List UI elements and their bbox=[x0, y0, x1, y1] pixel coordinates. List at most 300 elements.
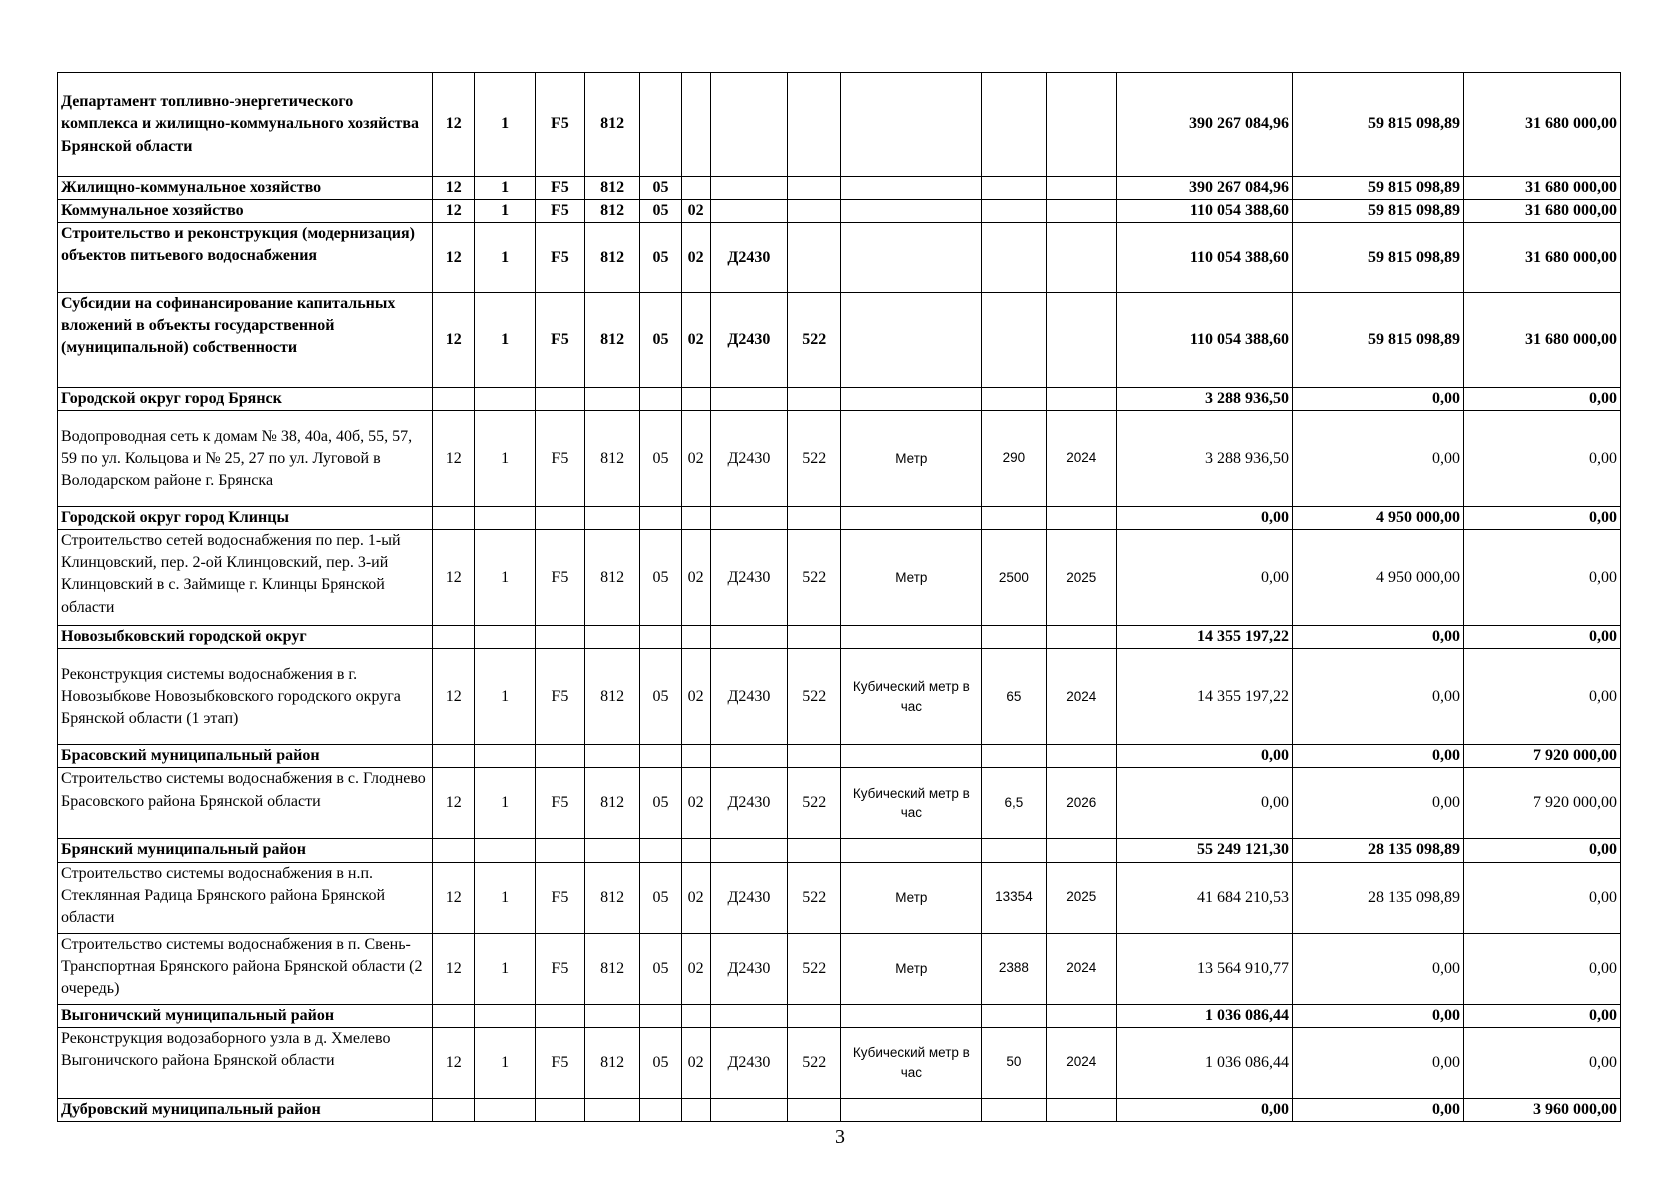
cell-v2: 0,00 bbox=[1293, 411, 1464, 507]
table-row bbox=[58, 177, 1621, 200]
cell-c4 bbox=[585, 839, 640, 862]
cell-year bbox=[1046, 745, 1116, 768]
row-name: Брянский муниципальный район bbox=[58, 839, 433, 862]
row-name: Департамент топливно-энергетического комплекса и жилищно-коммунального хозяйства Брянской области bbox=[58, 73, 433, 177]
cell-c3: F5 bbox=[535, 530, 584, 626]
cell-c6 bbox=[681, 388, 710, 411]
cell-v3: 0,00 bbox=[1463, 507, 1620, 530]
row-name: Жилищно-коммунальное хозяйство bbox=[58, 177, 433, 200]
cell-unit bbox=[841, 177, 982, 200]
cell-v3: 31 680 000,00 bbox=[1463, 177, 1620, 200]
cell-c8 bbox=[788, 177, 841, 200]
cell-year bbox=[1046, 1098, 1116, 1121]
cell-unit bbox=[841, 745, 982, 768]
cell-c8 bbox=[788, 388, 841, 411]
cell-c2 bbox=[475, 626, 535, 649]
row-name: Коммунальное хозяйство bbox=[58, 200, 433, 223]
cell-c6 bbox=[681, 839, 710, 862]
cell-v1: 3 288 936,50 bbox=[1117, 411, 1293, 507]
cell-c2 bbox=[475, 507, 535, 530]
cell-qty: 50 bbox=[982, 1027, 1046, 1098]
cell-v1: 0,00 bbox=[1117, 745, 1293, 768]
cell-unit bbox=[841, 388, 982, 411]
cell-c7 bbox=[710, 1098, 787, 1121]
cell-c6: 02 bbox=[681, 862, 710, 933]
row-name: Субсидии на софинансирование капитальных вложений в объекты государственной (муниципальной) собственности bbox=[58, 293, 433, 388]
cell-c3: F5 bbox=[535, 933, 584, 1004]
cell-v2: 0,00 bbox=[1293, 626, 1464, 649]
row-name: Строительство системы водоснабжения в с. Глоднево Брасовского района Брянской области bbox=[58, 768, 433, 839]
cell-c2: 1 bbox=[475, 530, 535, 626]
cell-c8 bbox=[788, 626, 841, 649]
cell-c1: 12 bbox=[433, 73, 475, 177]
cell-v3: 31 680 000,00 bbox=[1463, 293, 1620, 388]
table-row bbox=[58, 73, 1621, 177]
cell-c7: Д2430 bbox=[710, 862, 787, 933]
cell-v2: 59 815 098,89 bbox=[1293, 200, 1464, 223]
cell-c4: 812 bbox=[585, 1027, 640, 1098]
cell-c4: 812 bbox=[585, 73, 640, 177]
table-row bbox=[58, 200, 1621, 223]
row-name: Строительство системы водоснабжения в п. Свень-Транспортная Брянского района Брянской области (2 очередь) bbox=[58, 933, 433, 1004]
cell-year: 2025 bbox=[1046, 862, 1116, 933]
cell-unit bbox=[841, 200, 982, 223]
row-name: Новозыбковский городской округ bbox=[58, 626, 433, 649]
cell-c6 bbox=[681, 626, 710, 649]
cell-v3: 0,00 bbox=[1463, 933, 1620, 1004]
cell-c3 bbox=[535, 1098, 584, 1121]
table-row bbox=[58, 293, 1621, 388]
cell-qty: 2388 bbox=[982, 933, 1046, 1004]
cell-v1: 41 684 210,53 bbox=[1117, 862, 1293, 933]
cell-year: 2024 bbox=[1046, 411, 1116, 507]
cell-v2: 0,00 bbox=[1293, 1098, 1464, 1121]
cell-year: 2024 bbox=[1046, 1027, 1116, 1098]
cell-c3: F5 bbox=[535, 73, 584, 177]
cell-year bbox=[1046, 839, 1116, 862]
cell-c6: 02 bbox=[681, 411, 710, 507]
cell-c7 bbox=[710, 839, 787, 862]
cell-v2: 0,00 bbox=[1293, 933, 1464, 1004]
cell-v3: 0,00 bbox=[1463, 1027, 1620, 1098]
cell-v2: 59 815 098,89 bbox=[1293, 177, 1464, 200]
cell-c4: 812 bbox=[585, 933, 640, 1004]
cell-v1: 0,00 bbox=[1117, 507, 1293, 530]
cell-c2: 1 bbox=[475, 177, 535, 200]
cell-v2: 4 950 000,00 bbox=[1293, 530, 1464, 626]
cell-unit: Метр bbox=[841, 933, 982, 1004]
cell-c1: 12 bbox=[433, 530, 475, 626]
cell-c4 bbox=[585, 745, 640, 768]
cell-year: 2024 bbox=[1046, 933, 1116, 1004]
cell-c3 bbox=[535, 1004, 584, 1027]
row-name: Городской округ город Брянск bbox=[58, 388, 433, 411]
table-row bbox=[58, 626, 1621, 649]
cell-v2: 59 815 098,89 bbox=[1293, 223, 1464, 293]
cell-qty: 65 bbox=[982, 649, 1046, 745]
table-row bbox=[58, 388, 1621, 411]
cell-v1: 0,00 bbox=[1117, 530, 1293, 626]
cell-c4 bbox=[585, 388, 640, 411]
cell-c7 bbox=[710, 200, 787, 223]
cell-c2: 1 bbox=[475, 223, 535, 293]
cell-c7 bbox=[710, 73, 787, 177]
cell-c5: 05 bbox=[640, 530, 681, 626]
cell-c6: 02 bbox=[681, 933, 710, 1004]
cell-c3: F5 bbox=[535, 293, 584, 388]
cell-c7: Д2430 bbox=[710, 933, 787, 1004]
cell-c8 bbox=[788, 1098, 841, 1121]
cell-v2: 59 815 098,89 bbox=[1293, 293, 1464, 388]
cell-c2: 1 bbox=[475, 73, 535, 177]
cell-c3: F5 bbox=[535, 768, 584, 839]
cell-c4: 812 bbox=[585, 768, 640, 839]
cell-c1 bbox=[433, 507, 475, 530]
cell-c4 bbox=[585, 507, 640, 530]
cell-c8 bbox=[788, 745, 841, 768]
cell-c5 bbox=[640, 839, 681, 862]
cell-c8 bbox=[788, 223, 841, 293]
cell-c5 bbox=[640, 626, 681, 649]
cell-v3: 0,00 bbox=[1463, 530, 1620, 626]
cell-v2: 59 815 098,89 bbox=[1293, 73, 1464, 177]
cell-c5: 05 bbox=[640, 768, 681, 839]
table-row bbox=[58, 768, 1621, 839]
cell-c2: 1 bbox=[475, 200, 535, 223]
table-body bbox=[58, 73, 1621, 1122]
cell-v3: 31 680 000,00 bbox=[1463, 200, 1620, 223]
cell-c1: 12 bbox=[433, 223, 475, 293]
cell-c7: Д2430 bbox=[710, 223, 787, 293]
cell-year: 2025 bbox=[1046, 530, 1116, 626]
cell-c2: 1 bbox=[475, 411, 535, 507]
cell-c6 bbox=[681, 1098, 710, 1121]
cell-v2: 0,00 bbox=[1293, 768, 1464, 839]
cell-c4 bbox=[585, 626, 640, 649]
cell-v3: 0,00 bbox=[1463, 839, 1620, 862]
table-row bbox=[58, 1027, 1621, 1098]
cell-c3: F5 bbox=[535, 200, 584, 223]
cell-c2 bbox=[475, 745, 535, 768]
cell-qty: 6,5 bbox=[982, 768, 1046, 839]
cell-qty bbox=[982, 388, 1046, 411]
cell-c8: 522 bbox=[788, 1027, 841, 1098]
cell-v3: 0,00 bbox=[1463, 388, 1620, 411]
cell-c7 bbox=[710, 745, 787, 768]
cell-qty bbox=[982, 839, 1046, 862]
cell-c2: 1 bbox=[475, 293, 535, 388]
cell-c5 bbox=[640, 507, 681, 530]
cell-c5: 05 bbox=[640, 411, 681, 507]
cell-c7: Д2430 bbox=[710, 768, 787, 839]
table-row bbox=[58, 1098, 1621, 1121]
cell-c5: 05 bbox=[640, 293, 681, 388]
row-name: Дубровский муниципальный район bbox=[58, 1098, 433, 1121]
cell-year: 2026 bbox=[1046, 768, 1116, 839]
cell-v1: 13 564 910,77 bbox=[1117, 933, 1293, 1004]
cell-unit bbox=[841, 626, 982, 649]
cell-v3: 0,00 bbox=[1463, 649, 1620, 745]
cell-c5 bbox=[640, 1004, 681, 1027]
cell-unit: Кубический метр в час bbox=[841, 1027, 982, 1098]
cell-c8 bbox=[788, 839, 841, 862]
cell-c5: 05 bbox=[640, 223, 681, 293]
cell-year: 2024 bbox=[1046, 649, 1116, 745]
cell-v2: 28 135 098,89 bbox=[1293, 839, 1464, 862]
cell-c8 bbox=[788, 200, 841, 223]
cell-v1: 110 054 388,60 bbox=[1117, 293, 1293, 388]
row-name: Выгоничский муниципальный район bbox=[58, 1004, 433, 1027]
cell-c1: 12 bbox=[433, 768, 475, 839]
cell-unit bbox=[841, 223, 982, 293]
cell-qty: 290 bbox=[982, 411, 1046, 507]
cell-c2: 1 bbox=[475, 1027, 535, 1098]
cell-c3: F5 bbox=[535, 649, 584, 745]
cell-c8 bbox=[788, 507, 841, 530]
table-row bbox=[58, 649, 1621, 745]
cell-c3: F5 bbox=[535, 862, 584, 933]
row-name: Водопроводная сеть к домам № 38, 40а, 40б, 55, 57, 59 по ул. Кольцова и № 25, 27 по ул. Луговой в Володарском районе г. Брянска bbox=[58, 411, 433, 507]
cell-c7: Д2430 bbox=[710, 1027, 787, 1098]
cell-c5: 05 bbox=[640, 862, 681, 933]
cell-c4 bbox=[585, 1004, 640, 1027]
row-name: Строительство сетей водоснабжения по пер. 1-ый Клинцовский, пер. 2-ой Клинцовский, пер. 3-ий Клинцовский в с. Займище г. Клинцы Брянской области bbox=[58, 530, 433, 626]
cell-c6: 02 bbox=[681, 530, 710, 626]
cell-c8: 522 bbox=[788, 649, 841, 745]
cell-v2: 0,00 bbox=[1293, 1027, 1464, 1098]
cell-c7 bbox=[710, 388, 787, 411]
cell-c6: 02 bbox=[681, 1027, 710, 1098]
table-row bbox=[58, 862, 1621, 933]
cell-v1: 1 036 086,44 bbox=[1117, 1004, 1293, 1027]
cell-qty bbox=[982, 1004, 1046, 1027]
cell-qty bbox=[982, 73, 1046, 177]
cell-c2: 1 bbox=[475, 933, 535, 1004]
row-name: Реконструкция водозаборного узла в д. Хмелево Выгоничского района Брянской области bbox=[58, 1027, 433, 1098]
cell-v1: 1 036 086,44 bbox=[1117, 1027, 1293, 1098]
cell-c1 bbox=[433, 745, 475, 768]
cell-c6 bbox=[681, 1004, 710, 1027]
cell-c6 bbox=[681, 745, 710, 768]
cell-c3: F5 bbox=[535, 177, 584, 200]
table-row bbox=[58, 745, 1621, 768]
cell-c3 bbox=[535, 839, 584, 862]
cell-c1 bbox=[433, 388, 475, 411]
cell-c1: 12 bbox=[433, 200, 475, 223]
cell-c2 bbox=[475, 388, 535, 411]
cell-c1: 12 bbox=[433, 293, 475, 388]
cell-c7 bbox=[710, 177, 787, 200]
cell-c2: 1 bbox=[475, 649, 535, 745]
cell-v3: 0,00 bbox=[1463, 626, 1620, 649]
table-row bbox=[58, 507, 1621, 530]
row-name: Строительство и реконструкция (модернизация) объектов питьевого водоснабжения bbox=[58, 223, 433, 293]
cell-c3 bbox=[535, 388, 584, 411]
cell-v3: 31 680 000,00 bbox=[1463, 73, 1620, 177]
cell-c8: 522 bbox=[788, 530, 841, 626]
cell-c1 bbox=[433, 626, 475, 649]
cell-c4: 812 bbox=[585, 530, 640, 626]
cell-c7: Д2430 bbox=[710, 649, 787, 745]
cell-qty bbox=[982, 200, 1046, 223]
cell-year bbox=[1046, 73, 1116, 177]
cell-c2: 1 bbox=[475, 862, 535, 933]
cell-v1: 390 267 084,96 bbox=[1117, 73, 1293, 177]
cell-c3 bbox=[535, 507, 584, 530]
page-number: 3 bbox=[835, 1126, 845, 1148]
cell-v1: 14 355 197,22 bbox=[1117, 626, 1293, 649]
cell-c8: 522 bbox=[788, 933, 841, 1004]
cell-c7 bbox=[710, 507, 787, 530]
cell-c3: F5 bbox=[535, 411, 584, 507]
cell-c6: 02 bbox=[681, 200, 710, 223]
cell-c7 bbox=[710, 626, 787, 649]
cell-unit: Метр bbox=[841, 411, 982, 507]
cell-unit: Метр bbox=[841, 862, 982, 933]
cell-year bbox=[1046, 1004, 1116, 1027]
cell-qty bbox=[982, 1098, 1046, 1121]
budget-table bbox=[57, 72, 1621, 1122]
cell-c4: 812 bbox=[585, 177, 640, 200]
cell-v3: 7 920 000,00 bbox=[1463, 768, 1620, 839]
cell-unit: Кубический метр в час bbox=[841, 768, 982, 839]
cell-c2 bbox=[475, 1098, 535, 1121]
cell-v3: 0,00 bbox=[1463, 411, 1620, 507]
cell-qty bbox=[982, 177, 1046, 200]
cell-unit bbox=[841, 293, 982, 388]
cell-v2: 0,00 bbox=[1293, 649, 1464, 745]
cell-c5: 05 bbox=[640, 1027, 681, 1098]
cell-c7: Д2430 bbox=[710, 530, 787, 626]
cell-c5: 05 bbox=[640, 177, 681, 200]
cell-c6 bbox=[681, 507, 710, 530]
cell-v1: 0,00 bbox=[1117, 768, 1293, 839]
cell-c1: 12 bbox=[433, 862, 475, 933]
cell-c4: 812 bbox=[585, 411, 640, 507]
cell-c4: 812 bbox=[585, 293, 640, 388]
cell-c2: 1 bbox=[475, 768, 535, 839]
cell-year bbox=[1046, 626, 1116, 649]
cell-v1: 55 249 121,30 bbox=[1117, 839, 1293, 862]
table-row bbox=[58, 839, 1621, 862]
cell-c8: 522 bbox=[788, 411, 841, 507]
table-row bbox=[58, 1004, 1621, 1027]
cell-v3: 31 680 000,00 bbox=[1463, 223, 1620, 293]
cell-c5: 05 bbox=[640, 200, 681, 223]
cell-qty bbox=[982, 507, 1046, 530]
cell-c2 bbox=[475, 839, 535, 862]
cell-c1: 12 bbox=[433, 1027, 475, 1098]
cell-v3: 0,00 bbox=[1463, 862, 1620, 933]
cell-c4: 812 bbox=[585, 649, 640, 745]
cell-v2: 28 135 098,89 bbox=[1293, 862, 1464, 933]
cell-c4: 812 bbox=[585, 862, 640, 933]
cell-unit bbox=[841, 1098, 982, 1121]
cell-unit bbox=[841, 839, 982, 862]
cell-c7: Д2430 bbox=[710, 293, 787, 388]
cell-year bbox=[1046, 388, 1116, 411]
cell-c6: 02 bbox=[681, 293, 710, 388]
cell-c8: 522 bbox=[788, 293, 841, 388]
cell-c1 bbox=[433, 1098, 475, 1121]
cell-c5 bbox=[640, 73, 681, 177]
cell-c6: 02 bbox=[681, 768, 710, 839]
cell-v1: 14 355 197,22 bbox=[1117, 649, 1293, 745]
cell-c3: F5 bbox=[535, 223, 584, 293]
cell-c6 bbox=[681, 177, 710, 200]
cell-v3: 7 920 000,00 bbox=[1463, 745, 1620, 768]
row-name: Строительство системы водоснабжения в н.п. Стеклянная Радица Брянского района Брянской области bbox=[58, 862, 433, 933]
cell-c8 bbox=[788, 1004, 841, 1027]
cell-c4: 812 bbox=[585, 200, 640, 223]
cell-c6: 02 bbox=[681, 649, 710, 745]
cell-unit bbox=[841, 1004, 982, 1027]
cell-c1: 12 bbox=[433, 933, 475, 1004]
cell-c3: F5 bbox=[535, 1027, 584, 1098]
cell-v1: 0,00 bbox=[1117, 1098, 1293, 1121]
cell-year bbox=[1046, 200, 1116, 223]
row-name: Брасовский муниципальный район bbox=[58, 745, 433, 768]
cell-c1: 12 bbox=[433, 649, 475, 745]
cell-qty bbox=[982, 745, 1046, 768]
cell-year bbox=[1046, 293, 1116, 388]
cell-c1 bbox=[433, 1004, 475, 1027]
cell-year bbox=[1046, 177, 1116, 200]
cell-v1: 390 267 084,96 bbox=[1117, 177, 1293, 200]
row-name: Реконструкция системы водоснабжения в г. Новозыбкове Новозыбковского городского округа Брянской области (1 этап) bbox=[58, 649, 433, 745]
cell-v1: 110 054 388,60 bbox=[1117, 223, 1293, 293]
cell-c8 bbox=[788, 73, 841, 177]
cell-v2: 4 950 000,00 bbox=[1293, 507, 1464, 530]
cell-unit bbox=[841, 507, 982, 530]
row-name: Городской округ город Клинцы bbox=[58, 507, 433, 530]
cell-c8: 522 bbox=[788, 768, 841, 839]
cell-c4: 812 bbox=[585, 223, 640, 293]
cell-c1 bbox=[433, 839, 475, 862]
cell-qty: 13354 bbox=[982, 862, 1046, 933]
cell-c1: 12 bbox=[433, 177, 475, 200]
table-row bbox=[58, 933, 1621, 1004]
cell-qty bbox=[982, 626, 1046, 649]
cell-c1: 12 bbox=[433, 411, 475, 507]
cell-v3: 0,00 bbox=[1463, 1004, 1620, 1027]
cell-c7: Д2430 bbox=[710, 411, 787, 507]
table-row bbox=[58, 411, 1621, 507]
table-row bbox=[58, 530, 1621, 626]
cell-v1: 110 054 388,60 bbox=[1117, 200, 1293, 223]
cell-c3 bbox=[535, 626, 584, 649]
cell-c8: 522 bbox=[788, 862, 841, 933]
cell-v2: 0,00 bbox=[1293, 745, 1464, 768]
cell-c5 bbox=[640, 1098, 681, 1121]
cell-qty bbox=[982, 223, 1046, 293]
cell-c6 bbox=[681, 73, 710, 177]
cell-c2 bbox=[475, 1004, 535, 1027]
cell-v3: 3 960 000,00 bbox=[1463, 1098, 1620, 1121]
cell-c5 bbox=[640, 745, 681, 768]
cell-v2: 0,00 bbox=[1293, 388, 1464, 411]
cell-qty: 2500 bbox=[982, 530, 1046, 626]
cell-year bbox=[1046, 223, 1116, 293]
cell-v1: 3 288 936,50 bbox=[1117, 388, 1293, 411]
cell-unit bbox=[841, 73, 982, 177]
table-row bbox=[58, 223, 1621, 293]
cell-c7 bbox=[710, 1004, 787, 1027]
cell-year bbox=[1046, 507, 1116, 530]
cell-c6: 02 bbox=[681, 223, 710, 293]
cell-c5: 05 bbox=[640, 933, 681, 1004]
cell-unit: Кубический метр в час bbox=[841, 649, 982, 745]
